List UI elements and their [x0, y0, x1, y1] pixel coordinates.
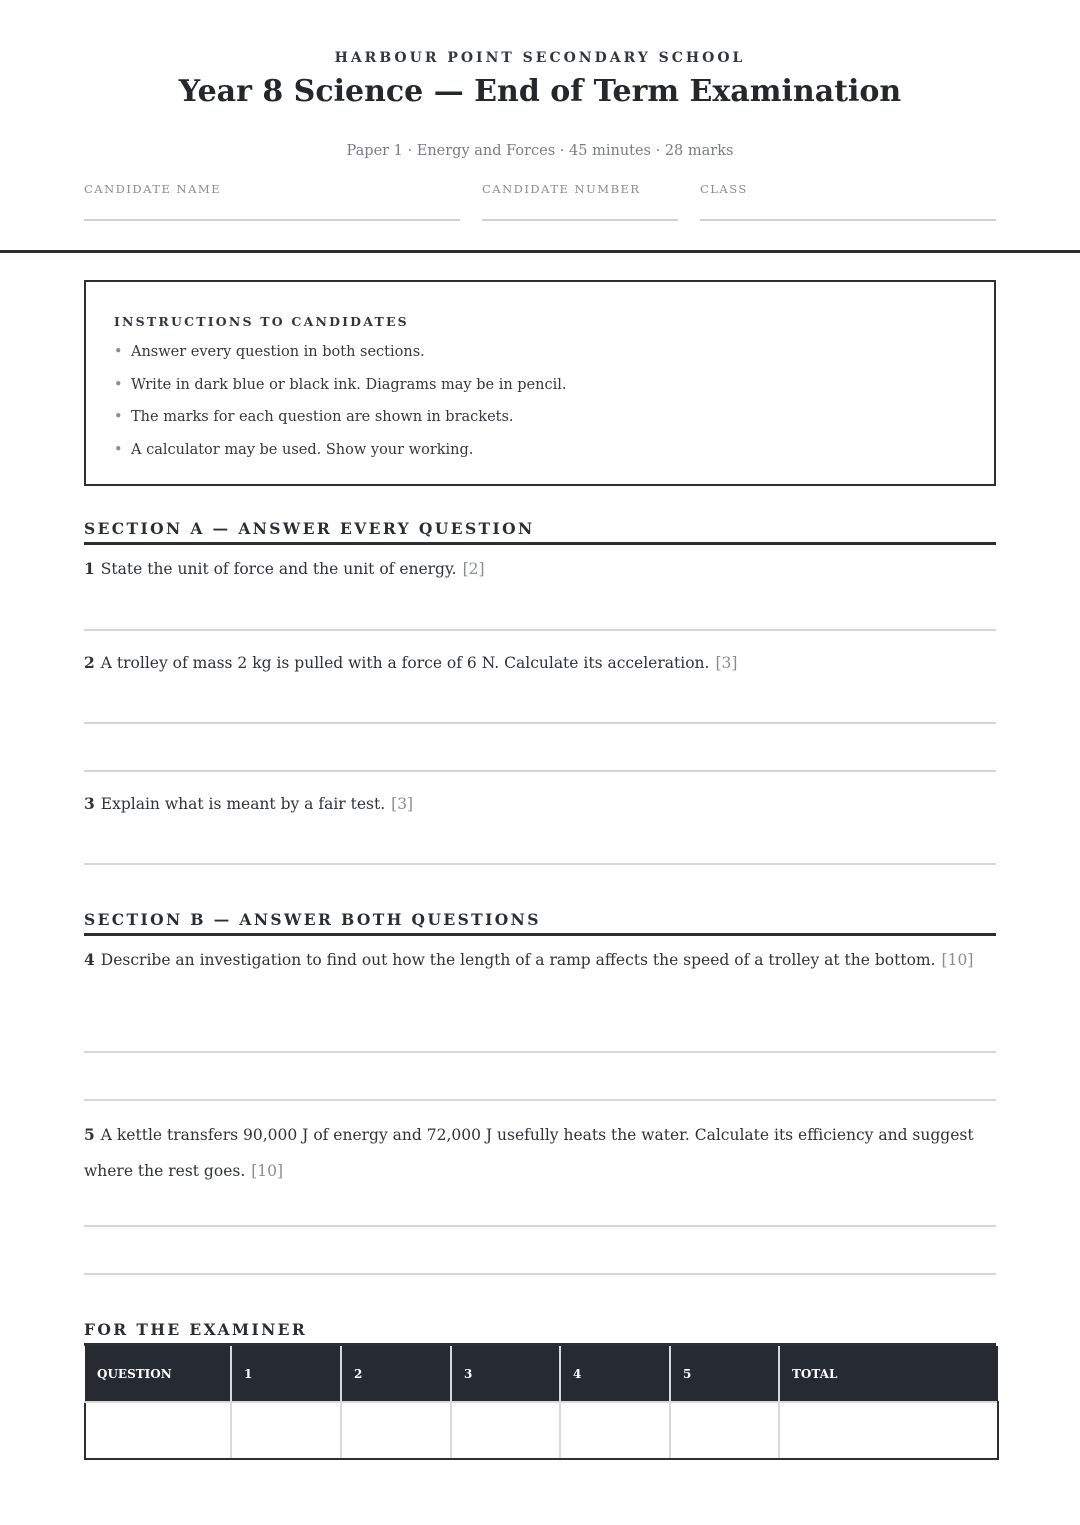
candidate-name-label: CANDIDATE NAME [84, 182, 222, 196]
score-cell-q5[interactable] [670, 1402, 779, 1459]
school-name: HARBOUR POINT SECONDARY SCHOOL [334, 50, 746, 66]
instruction-text: Answer every question in both sections. [131, 344, 425, 360]
candidate-name-line[interactable] [84, 219, 460, 221]
question-number: 1 [84, 559, 95, 578]
question-1 [84, 551, 996, 587]
column-header-q4: 4 [560, 1346, 670, 1402]
instruction-text: Write in dark blue or black ink. Diagrams may be in pencil. [131, 376, 567, 393]
answer-line-q2[interactable] [84, 722, 996, 724]
score-cell-q4[interactable] [560, 1402, 670, 1459]
question-text: A kettle transfers 90,000 J of energy and 72,000 J usefully heats the water. Calculate its efficiency and suggest where the rest goes. [84, 1126, 974, 1180]
question-number: 3 [84, 794, 95, 813]
score-cell-q1[interactable] [231, 1402, 341, 1459]
candidate-number-field[interactable] [482, 182, 641, 196]
answer-line-q4[interactable] [84, 1051, 996, 1053]
instruction-item [114, 344, 566, 377]
answer-line-q5[interactable] [84, 1225, 996, 1227]
candidate-number-line[interactable] [482, 219, 678, 221]
answer-line-q3[interactable] [84, 863, 996, 865]
examiner-header-row [85, 1346, 998, 1402]
question-5 [84, 1117, 996, 1189]
examiner-score-row [85, 1402, 998, 1459]
answer-line-q2[interactable] [84, 770, 996, 772]
column-header-q5: 5 [670, 1346, 779, 1402]
answer-line-q4[interactable] [84, 1099, 996, 1101]
column-header-total: TOTAL [779, 1346, 998, 1402]
answer-line-q5[interactable] [84, 1273, 996, 1275]
question-4 [84, 942, 996, 978]
answer-line-q1[interactable] [84, 629, 996, 631]
question-number: 5 [84, 1125, 95, 1144]
bullet: • [114, 344, 123, 360]
instruction-item [114, 409, 566, 442]
score-cell-total[interactable] [779, 1402, 998, 1459]
question-marks: [3] [391, 795, 414, 813]
section-b-heading: SECTION B — ANSWER BOTH QUESTIONS [84, 910, 996, 936]
examiner-table [84, 1346, 999, 1460]
candidate-number-label: CANDIDATE NUMBER [482, 182, 641, 196]
bullet: • [114, 409, 123, 425]
instructions-box [84, 280, 996, 486]
question-number: 2 [84, 653, 95, 672]
score-cell-question[interactable] [85, 1402, 231, 1459]
class-label: CLASS [700, 182, 748, 196]
question-2 [84, 645, 996, 681]
question-text: A trolley of mass 2 kg is pulled with a force of 6 N. Calculate its acceleration. [100, 654, 710, 672]
instructions-title: INSTRUCTIONS TO CANDIDATES [114, 314, 409, 329]
question-marks: [2] [462, 560, 485, 578]
examiner-heading: FOR THE EXAMINER [84, 1320, 996, 1346]
question-marks: [10] [251, 1162, 284, 1180]
header-divider [0, 250, 1080, 253]
section-a-heading: SECTION A — ANSWER EVERY QUESTION [84, 519, 996, 545]
question-text: Explain what is meant by a fair test. [100, 795, 386, 813]
instruction-item [114, 377, 566, 410]
class-field[interactable] [700, 182, 748, 196]
instruction-text: The marks for each question are shown in brackets. [131, 409, 514, 425]
class-line[interactable] [700, 219, 996, 221]
question-3 [84, 786, 996, 822]
bullet: • [114, 376, 123, 393]
instructions-list [114, 344, 566, 474]
question-marks: [10] [941, 951, 974, 969]
question-text: Describe an investigation to find out how the length of a ramp affects the speed of a trolley at the bottom. [100, 951, 936, 969]
question-text: State the unit of force and the unit of energy. [100, 560, 457, 578]
instruction-item [114, 442, 566, 475]
question-marks: [3] [715, 654, 738, 672]
column-header-q2: 2 [341, 1346, 451, 1402]
instruction-text: A calculator may be used. Show your working. [131, 441, 474, 458]
column-header-q1: 1 [231, 1346, 341, 1402]
column-header-question: QUESTION [85, 1346, 231, 1402]
score-cell-q3[interactable] [451, 1402, 560, 1459]
candidate-name-field[interactable] [84, 182, 221, 196]
score-cell-q2[interactable] [341, 1402, 451, 1459]
question-number: 4 [84, 950, 95, 969]
exam-subtitle: Paper 1 · Energy and Forces · 45 minutes · 28 marks [346, 143, 734, 159]
exam-title: Year 8 Science — End of Term Examination [178, 74, 902, 109]
column-header-q3: 3 [451, 1346, 560, 1402]
bullet: • [114, 441, 123, 458]
